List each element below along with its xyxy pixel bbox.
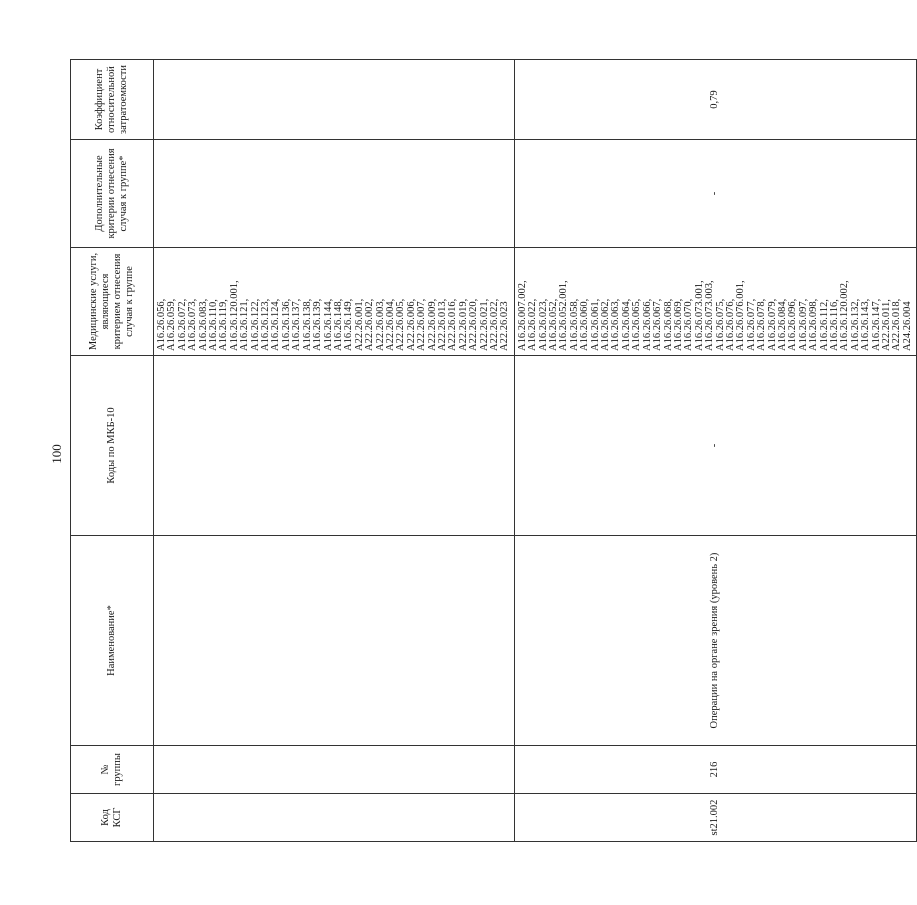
row2-services-cell: A16.26.007.002, A16.26.022, A16.26.023, A16.26.052, A16.26.052.001, A16.26.058, A16.26.060, A16.26.061, A16.26.062, A16.26.063, A16.26.064, A16.26.065, A16.26.066, A16.26.067, A16.26.068, A16.26.069, A16.26.070, A16.26.073.001, A16.26.073.003, A16.26.075, A16.26.076, A16.26.076.001, A16.26.077, A16.26.078, A16.26.079, A16.26.084, A16.26.096, A16.26.097, A16.26.098, A16.26.112, A16.26.116, A16.26.120.002, A16.26.132, A16.26.143, A16.26.147, A22.26.011, A22.26.018, A24.26.004 bbox=[514, 248, 916, 356]
table-row bbox=[514, 60, 916, 842]
row1-services-cell: A16.26.056, A16.26.059, A16.26.072, A16.26.073, A16.26.083, A16.26.110, A16.26.119, A16.26.120.001, A16.26.121, A16.26.122, A16.26.123, A16.26.124, A16.26.136, A16.26.137, A16.26.138, A16.26.139, A16.26.144, A16.26.148, A16.26.149, A22.26.001, A22.26.002, A22.26.003, A22.26.004, A22.26.005, A22.26.006, A22.26.007, A22.26.009, A22.26.013, A22.26.016, A22.26.019, A22.26.020, A22.26.021, A22.26.022, A22.26.023 bbox=[154, 248, 515, 356]
row1-code-cell bbox=[154, 794, 515, 842]
header-name: Наименование* bbox=[71, 536, 154, 746]
row2-coef-cell: 0,79 bbox=[514, 60, 916, 140]
page-number: 100 bbox=[49, 444, 64, 464]
header-group-no: № группы bbox=[71, 746, 154, 794]
header-code: Код КСГ bbox=[71, 794, 154, 842]
header-mkb-codes: Коды по МКБ-10 bbox=[71, 356, 154, 536]
row2-extra-cell: - bbox=[514, 140, 916, 248]
row2-name-cell: Операции на органе зрения (уровень 2) bbox=[514, 536, 916, 746]
ksg-table-sheet bbox=[70, 60, 913, 842]
table-header-row bbox=[71, 60, 154, 842]
row1-group-cell bbox=[154, 746, 515, 794]
header-services: Медицинские услуги, являющиеся критерием отнесения случая к группе bbox=[71, 248, 154, 356]
header-coefficient: Коэффициент относительной затратоемкости bbox=[71, 60, 154, 140]
row2-group-cell: 216 bbox=[514, 746, 916, 794]
row1-extra-cell bbox=[154, 140, 515, 248]
row1-mkb-cell bbox=[154, 356, 515, 536]
header-extra-criteria: Дополнительные критерии отнесения случая к группе* bbox=[71, 140, 154, 248]
ksg-table bbox=[70, 59, 917, 842]
row1-coef-cell bbox=[154, 60, 515, 140]
row2-mkb-cell: - bbox=[514, 356, 916, 536]
row2-code-cell: st21.002 bbox=[514, 794, 916, 842]
row1-name-cell bbox=[154, 536, 515, 746]
table-row bbox=[154, 60, 515, 842]
